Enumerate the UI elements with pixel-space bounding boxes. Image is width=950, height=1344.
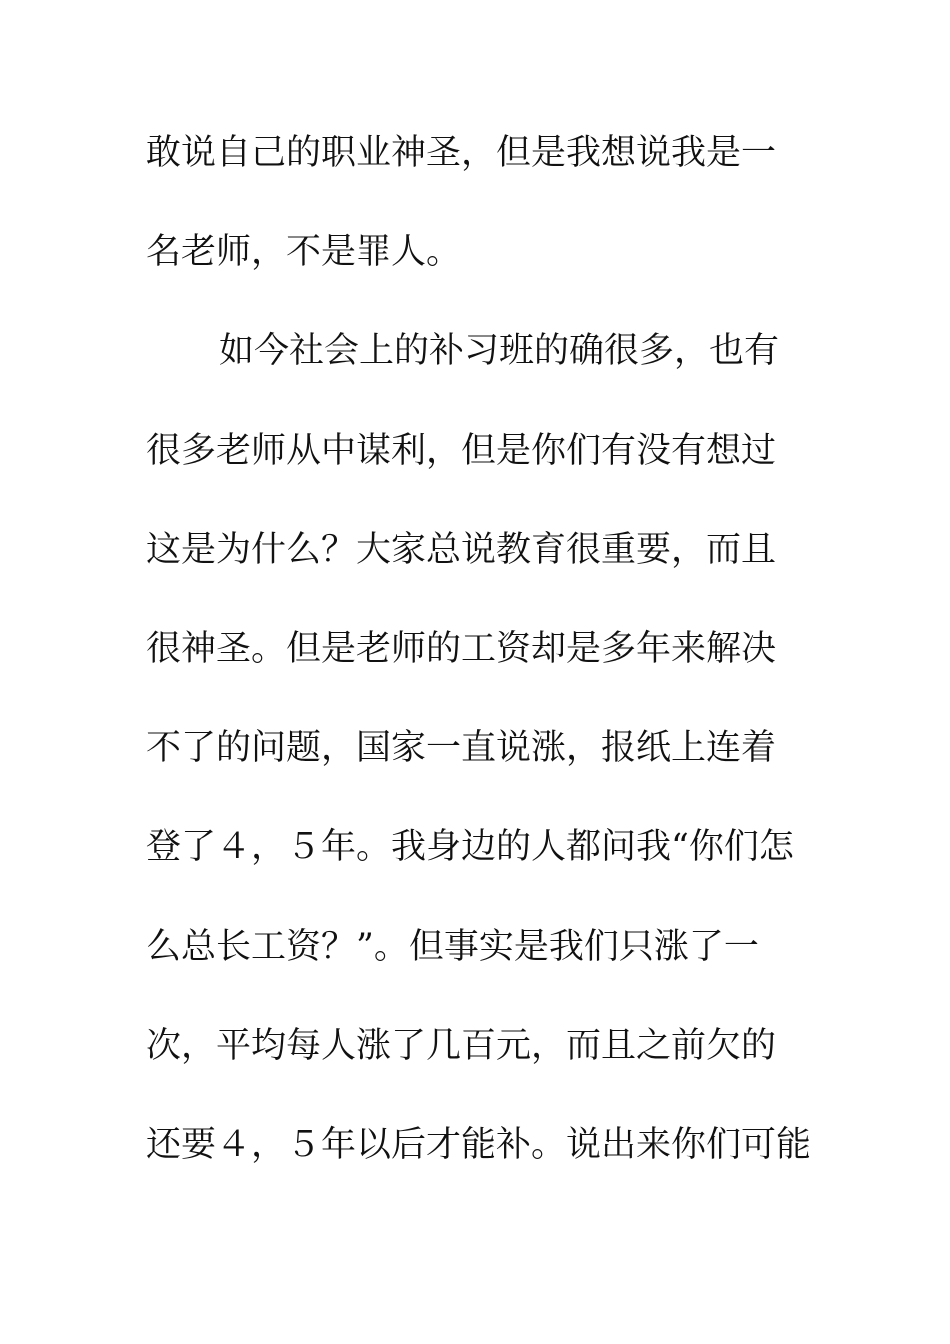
text-line: 很多老师从中谋利，但是你们有没有想过 <box>146 430 777 471</box>
paragraph-start-line: 如今社会上的补习班的确很多，也有 <box>219 331 780 372</box>
text-line: 这是为什么？大家总说教育很重要，而且 <box>146 529 777 570</box>
text-line: 敢说自己的职业神圣，但是我想说我是一 <box>146 133 777 173</box>
text-line: 很神圣。但是老师的工资却是多年来解决 <box>146 628 777 669</box>
text-line: 名老师，不是罪人。 <box>146 232 462 273</box>
text-line: 不了的问题，国家一直说涨，报纸上连着 <box>146 728 777 769</box>
text-line: 次，平均每人涨了几百元，而且之前欠的 <box>146 1025 777 1066</box>
text-line: 么总长工资？”。但事实是我们只涨了一 <box>146 926 759 967</box>
text-line: 登了４，５年。我身边的人都问我“你们怎 <box>146 827 794 868</box>
document-body <box>146 123 812 1214</box>
text-line: 还要４，５年以后才能补。说出来你们可能 <box>146 1124 812 1165</box>
